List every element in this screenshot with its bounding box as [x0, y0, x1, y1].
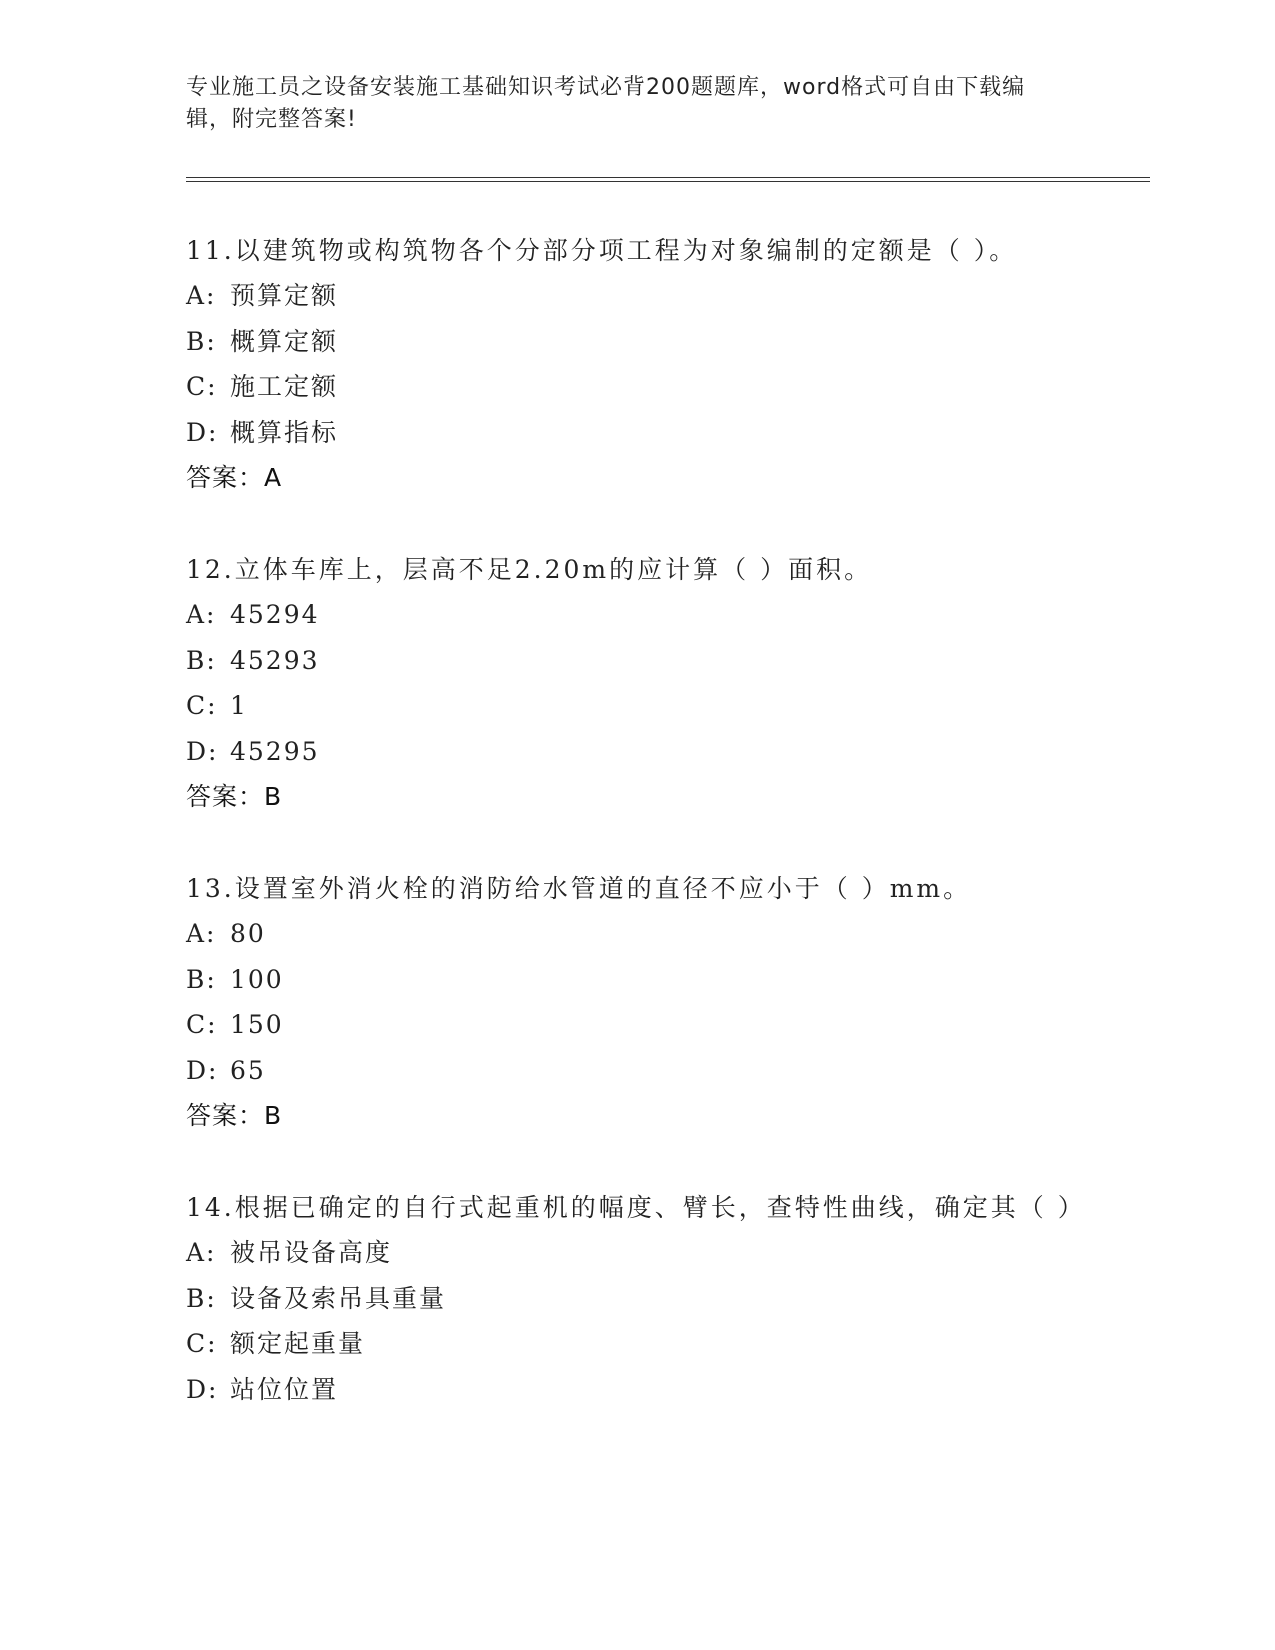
option-text: 45294: [230, 600, 320, 629]
option-letter: A:: [186, 919, 217, 948]
option-a: [186, 911, 1086, 957]
option-text: 额定起重量: [230, 1329, 366, 1358]
question-item: [186, 547, 1086, 819]
option-letter: B:: [186, 964, 217, 994]
option-text: 45295: [230, 736, 320, 766]
option-text: 150: [230, 1010, 284, 1039]
question-item: [186, 1185, 1086, 1412]
answer-text: 答案：A: [186, 463, 283, 492]
option-letter: A:: [186, 1238, 217, 1267]
option-text: 预算定额: [230, 281, 339, 310]
option-c: [186, 1002, 1086, 1048]
document-title: 专业施工员之设备安装施工基础知识考试必背200题题库，word格式可自由下载编辑，附完整答案!: [186, 75, 1026, 132]
question-list: [186, 228, 1086, 1459]
option-letter: C:: [186, 691, 218, 720]
option-letter: D:: [186, 1374, 219, 1404]
option-c: [186, 1321, 1086, 1367]
option-text: 45293: [230, 645, 320, 675]
option-text: 80: [230, 919, 266, 948]
option-text: 设备及索吊具重量: [230, 1283, 447, 1313]
option-a: [186, 273, 1086, 319]
option-letter: B:: [186, 326, 217, 356]
option-letter: C:: [186, 1329, 218, 1358]
option-b: [186, 638, 1086, 684]
option-letter: C:: [186, 1010, 218, 1039]
answer-text: 答案：B: [186, 782, 283, 811]
option-text: 站位位置: [230, 1374, 339, 1404]
question-text: 11.以建筑物或构筑物各个分部分项工程为对象编制的定额是（ ）。: [186, 236, 1018, 265]
header-divider-bottom: [186, 181, 1150, 182]
option-text: 概算定额: [230, 326, 339, 356]
option-text: 1: [230, 691, 248, 720]
option-letter: D:: [186, 417, 219, 447]
option-letter: A:: [186, 600, 217, 629]
option-d: [186, 1367, 1086, 1413]
question-text: 13.设置室外消火栓的消防给水管道的直径不应小于（ ）mm。: [186, 874, 972, 903]
question-item: [186, 228, 1086, 500]
option-b: [186, 319, 1086, 365]
option-text: 施工定额: [230, 372, 339, 401]
option-d: [186, 729, 1086, 775]
answer-text: 答案：B: [186, 1101, 283, 1130]
option-b: [186, 1276, 1086, 1322]
question-item: [186, 866, 1086, 1138]
question-text: 12.立体车库上，层高不足2.20m的应计算（ ）面积。: [186, 555, 873, 584]
option-d: [186, 1048, 1086, 1094]
option-text: 65: [230, 1055, 266, 1085]
option-letter: C:: [186, 372, 218, 401]
option-b: [186, 957, 1086, 1003]
option-d: [186, 410, 1086, 456]
option-text: 被吊设备高度: [230, 1238, 393, 1267]
option-text: 概算指标: [230, 417, 339, 447]
option-letter: D:: [186, 1055, 219, 1085]
option-letter: A:: [186, 281, 217, 310]
header-divider-top: [186, 177, 1150, 178]
option-c: [186, 364, 1086, 410]
option-letter: B:: [186, 1283, 217, 1313]
option-text: 100: [230, 964, 284, 994]
option-a: [186, 1230, 1086, 1276]
option-letter: D:: [186, 736, 219, 766]
option-letter: B:: [186, 645, 217, 675]
option-c: [186, 683, 1086, 729]
option-a: [186, 592, 1086, 638]
question-text: 14.根据已确定的自行式起重机的幅度、臂长，查特性曲线，确定其（ ）: [186, 1193, 1086, 1222]
